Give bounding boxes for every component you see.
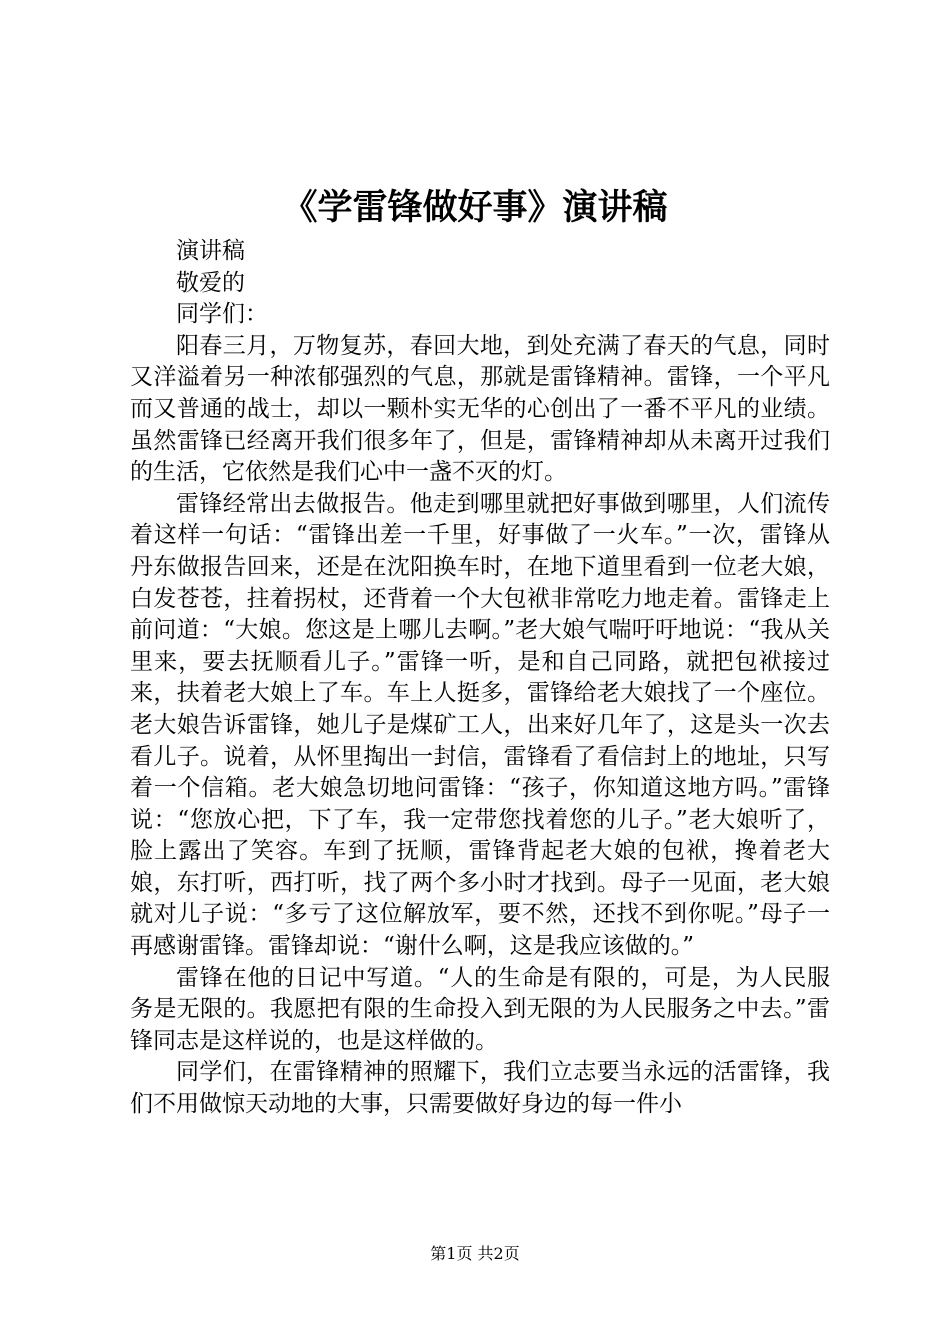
body-paragraph: 雷锋在他的日记中写道。“人的生命是有限的，可是，为人民服务是无限的。我愿把有限的生命投入到无限的为人民服务之中去。”雷锋同志是这样说的，也是这样做的。 (130, 964, 830, 1054)
salutation-line: 敬爱的 (176, 269, 245, 296)
body-paragraph: 雷锋经常出去做报告。他走到哪里就把好事做到哪里，人们流传着这样一句话：“雷锋出差一千里，好事做了一火车。”一次，雷锋从丹东做报告回来，还是在沈阳换车时，在地下道里看到一位老大娘，白发苍苍，拄着拐杖，还背着一个大包袱非常吃力地走着。雷锋走上前问道：“大娘。您这是上哪儿去啊。”老大娘气喘吁吁地说：“我从关里来，要去抚顺看儿子。”雷锋一听，是和自己同路，就把包袱接过来，扶着老大娘上了车。车上人挺多，雷锋给老大娘找了一个座位。老大娘告诉雷锋，她儿子是煤矿工人，出来好几年了，这是头一次去看儿子。说着，从怀里掏出一封信，雷锋看了看信封上的地址，只写着一个信箱。老大娘急切地问雷锋：“孩子，你知道这地方吗。”雷锋说：“您放心把，下了车，我一定带您找着您的儿子。”老大娘听了，脸上露出了笑容。车到了抚顺，雷锋背起老大娘的包袱，搀着老大娘，东打听，西打听，找了两个多小时才找到。母子一见面，老大娘就对儿子说：“多亏了这位解放军，要不然，还找不到你呢。”母子一再感谢雷锋。雷锋却说：“谢什么啊，这是我应该做的。” (130, 490, 830, 960)
body-paragraph: 阳春三月，万物复苏，春回大地，到处充满了春天的气息，同时又洋溢着另一种浓郁强烈的气息，那就是雷锋精神。雷锋，一个平凡而又普通的战士，却以一颗朴实无华的心创出了一番不平凡的业绩。虽然雷锋已经离开我们很多年了，但是，雷锋精神却从未离开过我们的生活，它依然是我们心中一盏不灭的灯。 (130, 332, 830, 486)
salutation-line: 同学们： (176, 301, 268, 328)
document-body (130, 236, 830, 1121)
page-footer: 第1页 共2页 (430, 1244, 520, 1263)
body-paragraph: 同学们，在雷锋精神的照耀下，我们立志要当永远的活雷锋，我们不用做惊天动地的大事，只需要做好身边的每一件小 (130, 1059, 830, 1118)
document-title: 《学雷锋做好事》演讲稿 (282, 187, 668, 228)
salutation-line: 演讲稿 (176, 238, 245, 264)
